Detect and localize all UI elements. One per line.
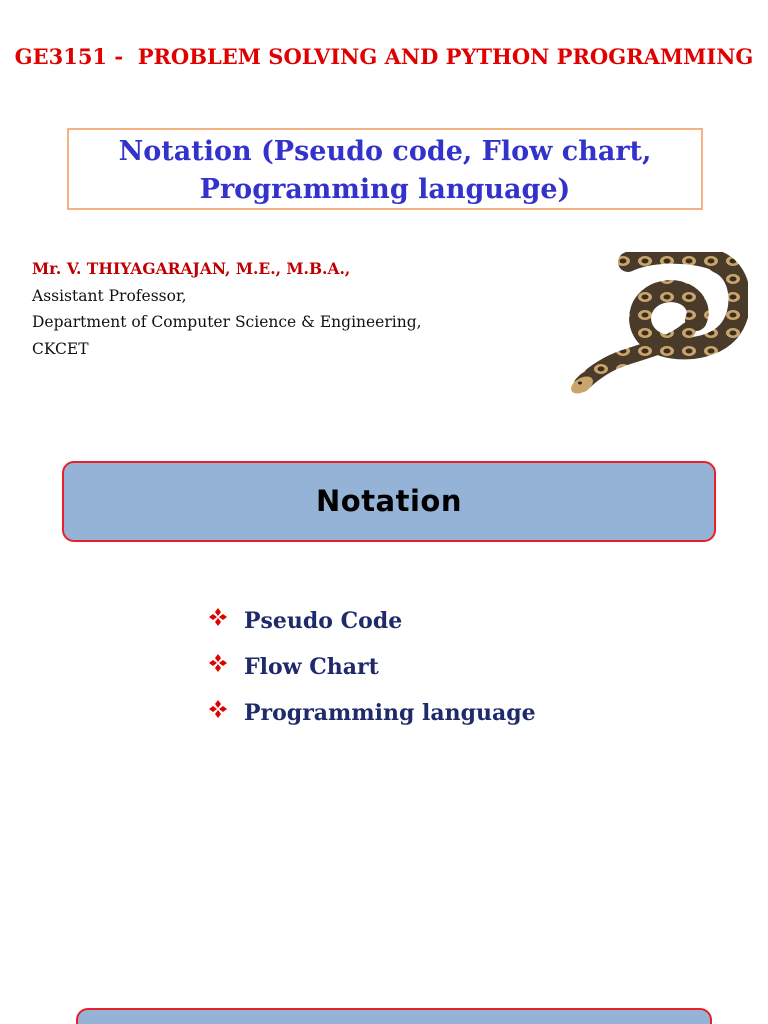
topic-title-box [67, 128, 703, 210]
author-block [32, 256, 422, 362]
list-item [208, 598, 536, 644]
author-name: Mr. V. THIYAGARAJAN, M.E., M.B.A., [32, 259, 351, 278]
author-department: Department of Computer Science & Engineering, [32, 313, 422, 331]
course-title: GE3151 - PROBLEM SOLVING AND PYTHON PROGRAMMING [14, 44, 754, 69]
diamond-cluster-icon [208, 607, 228, 627]
diamond-cluster-icon [208, 653, 228, 673]
section-title-bar: Notation [62, 461, 716, 542]
list-item [208, 690, 536, 736]
author-institution: CKCET [32, 339, 89, 358]
bullet-text: Flow Chart [244, 654, 379, 680]
topic-title-line-2: Programming language) [199, 174, 571, 205]
bullet-text: Programming language [244, 700, 536, 726]
author-designation: Assistant Professor, [32, 286, 187, 305]
next-section-bar [76, 1008, 712, 1024]
diamond-cluster-icon [208, 699, 228, 719]
list-item [208, 644, 536, 690]
bullet-text: Pseudo Code [244, 608, 403, 634]
notation-bullet-list [208, 598, 536, 736]
topic-title-line-1: Notation (Pseudo code, Flow chart, [118, 136, 652, 167]
python-snake-image [568, 252, 748, 402]
